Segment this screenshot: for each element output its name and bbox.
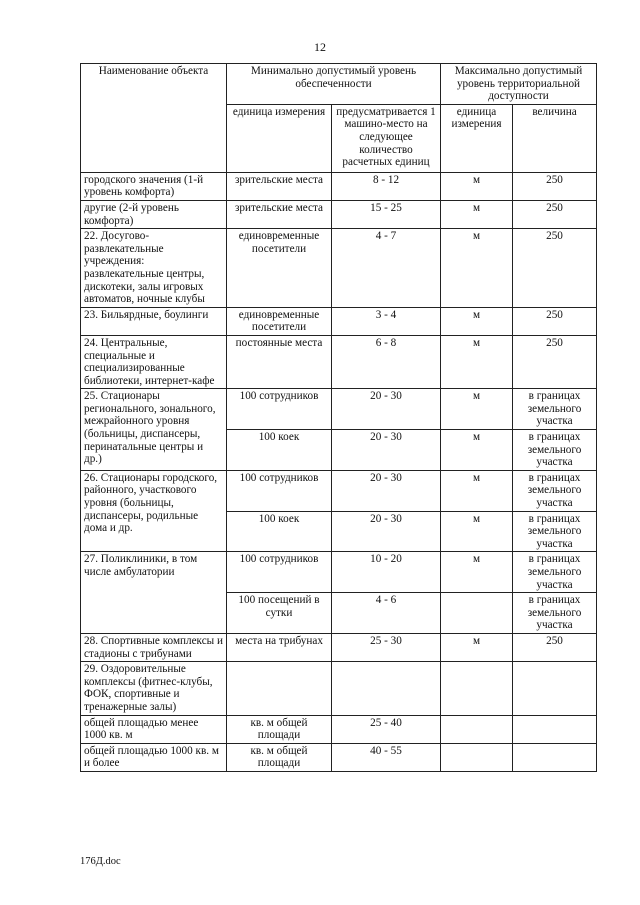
parking-spaces-cell: 20 - 30 xyxy=(332,430,441,471)
table-row xyxy=(81,172,597,200)
object-name-cell: 23. Бильярдные, боулинги xyxy=(81,307,227,335)
table-row xyxy=(81,552,597,593)
parking-norms-table xyxy=(80,63,597,772)
value-cell: 250 xyxy=(513,633,597,661)
value-cell: 250 xyxy=(513,307,597,335)
unit-cell: постоянные места xyxy=(227,335,332,388)
unit-cell: зрительские места xyxy=(227,200,332,228)
unit-cell: 100 коек xyxy=(227,430,332,471)
parking-spaces-cell: 25 - 30 xyxy=(332,633,441,661)
parking-spaces-cell: 4 - 6 xyxy=(332,593,441,634)
table-row xyxy=(81,389,597,430)
object-name-cell: городского значения (1-й уровень комфорта) xyxy=(81,172,227,200)
unit-2-cell: м xyxy=(441,511,513,552)
table-row xyxy=(81,470,597,511)
object-name-cell: общей площадью 1000 кв. м и более xyxy=(81,743,227,771)
unit-cell: кв. м общей площади xyxy=(227,715,332,743)
unit-2-cell xyxy=(441,662,513,715)
value-cell xyxy=(513,743,597,771)
parking-spaces-cell: 20 - 30 xyxy=(332,389,441,430)
table-row xyxy=(81,229,597,308)
header-min-group: Минимально допустимый уровень обеспеченности xyxy=(227,64,441,105)
unit-2-cell xyxy=(441,715,513,743)
object-name-cell: 22. Досугово-развлекательные учреждения: развлекательные центры, дискотеки, залы игровых автоматов, ночные клубы xyxy=(81,229,227,308)
parking-spaces-cell xyxy=(332,662,441,715)
parking-spaces-cell: 40 - 55 xyxy=(332,743,441,771)
parking-spaces-cell: 3 - 4 xyxy=(332,307,441,335)
header-parking-spaces: предусматривается 1 машино-место на следующее количество расчетных единиц xyxy=(332,104,441,172)
value-cell: в границах земельного участка xyxy=(513,511,597,552)
object-name-cell: 27. Поликлиники, в том числе амбулатории xyxy=(81,552,227,634)
table-row xyxy=(81,307,597,335)
unit-cell xyxy=(227,662,332,715)
table-row xyxy=(81,715,597,743)
unit-2-cell: м xyxy=(441,470,513,511)
unit-2-cell xyxy=(441,593,513,634)
parking-spaces-cell: 20 - 30 xyxy=(332,470,441,511)
table-row xyxy=(81,200,597,228)
unit-2-cell: м xyxy=(441,389,513,430)
object-name-cell: 24. Центральные, специальные и специализированные библиотеки, интернет-кафе xyxy=(81,335,227,388)
value-cell: 250 xyxy=(513,172,597,200)
unit-cell: кв. м общей площади xyxy=(227,743,332,771)
parking-spaces-cell: 8 - 12 xyxy=(332,172,441,200)
page-number: 12 xyxy=(314,40,326,54)
unit-2-cell: м xyxy=(441,172,513,200)
value-cell: 250 xyxy=(513,229,597,308)
unit-cell: 100 коек xyxy=(227,511,332,552)
header-unit-2: единица измерения xyxy=(441,104,513,172)
value-cell xyxy=(513,662,597,715)
header-unit: единица измерения xyxy=(227,104,332,172)
header-object-name: Наименование объекта xyxy=(81,64,227,173)
value-cell: в границах земельного участка xyxy=(513,470,597,511)
unit-2-cell: м xyxy=(441,633,513,661)
value-cell: в границах земельного участка xyxy=(513,593,597,634)
parking-spaces-cell: 6 - 8 xyxy=(332,335,441,388)
unit-cell: 100 сотрудников xyxy=(227,552,332,593)
unit-2-cell: м xyxy=(441,335,513,388)
object-name-cell: 26. Стационары городского, районного, участкового уровня (больницы, диспансеры, родильные дома и др. xyxy=(81,470,227,552)
unit-2-cell: м xyxy=(441,307,513,335)
table-row xyxy=(81,662,597,715)
unit-cell: 100 сотрудников xyxy=(227,389,332,430)
object-name-cell: 28. Спортивные комплексы и стадионы с трибунами xyxy=(81,633,227,661)
table-row xyxy=(81,743,597,771)
value-cell: в границах земельного участка xyxy=(513,430,597,471)
object-name-cell: 25. Стационары регионального, зонального, межрайонного уровня (больницы, диспансеры, перинатальные центры и др.) xyxy=(81,389,227,471)
unit-cell: 100 сотрудников xyxy=(227,470,332,511)
object-name-cell: 29. Оздоровительные комплексы (фитнес-клубы, ФОК, спортивные и тренажерные залы) xyxy=(81,662,227,715)
parking-spaces-cell: 4 - 7 xyxy=(332,229,441,308)
header-max-group: Максимально допустимый уровень территориальной доступности xyxy=(441,64,597,105)
unit-cell: единовременные посетители xyxy=(227,307,332,335)
table-row xyxy=(81,633,597,661)
unit-cell: места на трибунах xyxy=(227,633,332,661)
unit-2-cell xyxy=(441,743,513,771)
parking-spaces-cell: 15 - 25 xyxy=(332,200,441,228)
unit-2-cell: м xyxy=(441,200,513,228)
value-cell: в границах земельного участка xyxy=(513,552,597,593)
value-cell: 250 xyxy=(513,335,597,388)
value-cell: в границах земельного участка xyxy=(513,389,597,430)
object-name-cell: общей площадью менее 1000 кв. м xyxy=(81,715,227,743)
object-name-cell: другие (2-й уровень комфорта) xyxy=(81,200,227,228)
value-cell: 250 xyxy=(513,200,597,228)
table-row xyxy=(81,335,597,388)
unit-cell: зрительские места xyxy=(227,172,332,200)
parking-spaces-cell: 25 - 40 xyxy=(332,715,441,743)
unit-2-cell: м xyxy=(441,229,513,308)
value-cell xyxy=(513,715,597,743)
header-value: величина xyxy=(513,104,597,172)
unit-cell: единовременные посетители xyxy=(227,229,332,308)
unit-2-cell: м xyxy=(441,430,513,471)
file-name: 176Д.doc xyxy=(80,856,121,867)
table-header-row xyxy=(81,64,597,105)
parking-spaces-cell: 10 - 20 xyxy=(332,552,441,593)
parking-spaces-cell: 20 - 30 xyxy=(332,511,441,552)
unit-cell: 100 посещений в сутки xyxy=(227,593,332,634)
unit-2-cell: м xyxy=(441,552,513,593)
